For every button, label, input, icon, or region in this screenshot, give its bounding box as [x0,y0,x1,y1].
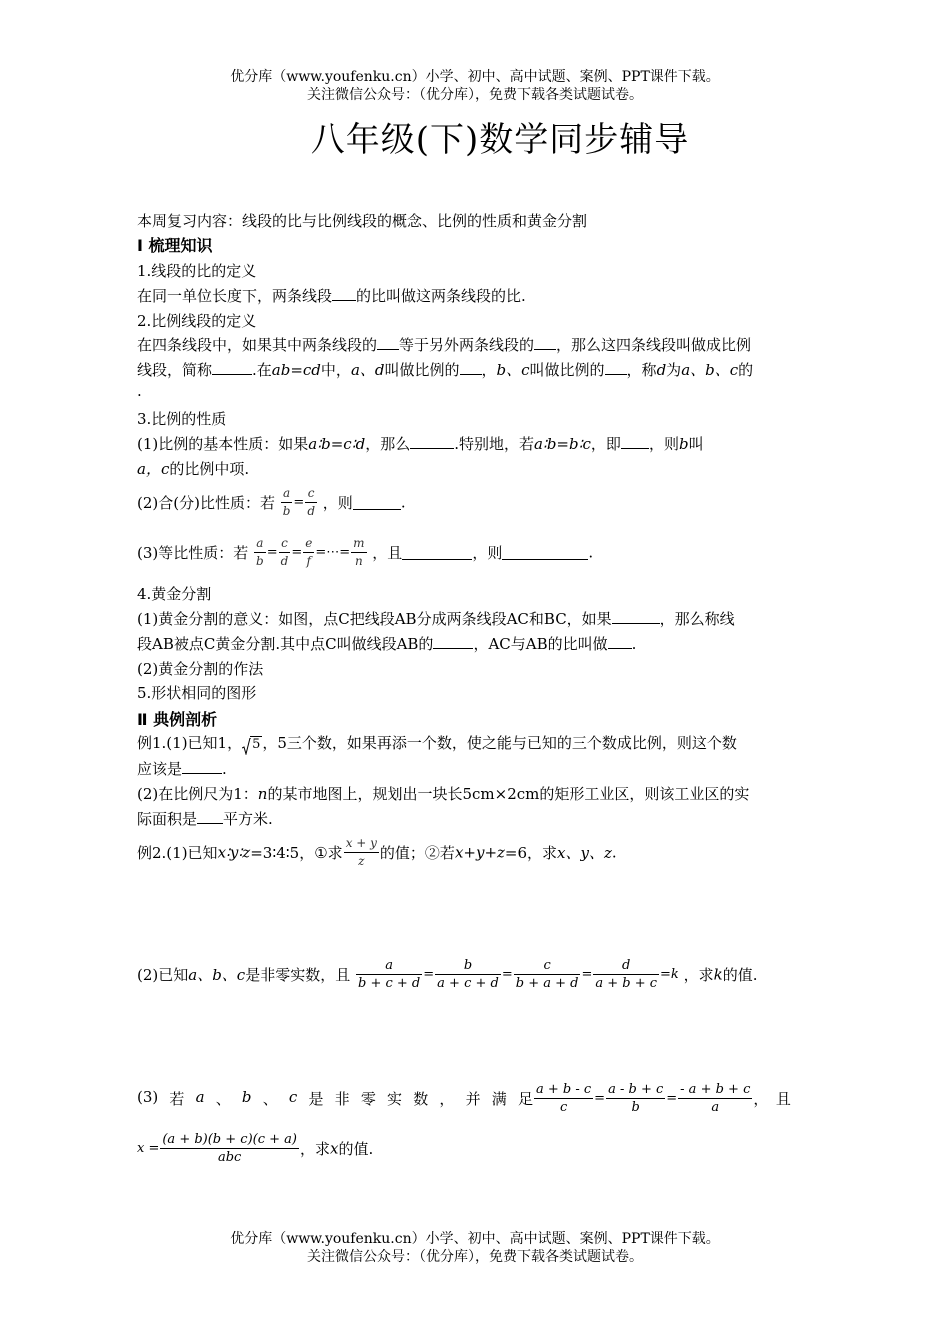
blank [433,634,473,649]
fraction-a-over-bcd: $\frac{a}{b + c + d}$ [358,958,421,991]
blank [182,759,222,774]
item-3-property-1-cont: a，c的比例中项. [137,460,250,478]
item-2-title: 2.比例线段的定义 [137,312,257,330]
spread-word: a [195,1088,205,1106]
footer-line-1: 优分库（www.youfenku.cn）小学、初中、高中试题、案例、PPT课件下载。 [230,1231,720,1247]
fraction-c-d: $\frac{c}{d}$ [307,486,316,518]
fraction-xy-over-z: $\frac{x + y}{z}$ [345,836,377,868]
spread-word: 满 [491,1090,507,1108]
spread-word: 非 [334,1090,350,1108]
example-1-line-1: 例1.(1)已知1， 5 ，5三个数，如果再添一个数，使之能与已知的三个数成比例，则这个数 [137,732,737,753]
spread-word: 足 [517,1090,533,1108]
spread-word: b [241,1088,252,1106]
header-line-1: 优分库（www.youfenku.cn）小学、初中、高中试题、案例、PPT课件下载。 [230,69,720,85]
spread-word: 数 [413,1090,429,1108]
fraction-a-b: $\frac{a}{b}$ [282,486,291,518]
item-4-line-1: (1)黄金分割的意义：如图，点C把线段AB分成两条线段AC和BC，如果 ，那么称线 [137,610,735,628]
blank [410,434,454,449]
item-4-line-2: 段AB被点C黄金分割.其中点C叫做线段AB的 ，AC与AB的比叫做 . [137,635,637,653]
fraction-product-over-abc: $\frac{(a + b)(b + c)(c + a)}{\text{abc}}$ [162,1132,297,1165]
example-1-line-3: (2)在比例尺为1：n的某市地图上，规划出一块长5cm×2cm的矩形工业区，则该工业区的实 [137,785,750,803]
blank [621,434,649,449]
blank [605,360,627,375]
example-1-line-2: 应该是 . [137,760,227,778]
item-4-title: 4.黄金分割 [137,585,212,603]
intro-text: 本周复习内容：线段的比与比例线段的概念、比例的性质和黄金分割 [137,212,588,230]
sqrt-5: 5 [242,737,262,752]
spread-word: 实 [387,1090,403,1108]
spread-word: 零 [360,1090,376,1108]
item-2-line-3: . [137,382,142,400]
spread-word: c [288,1088,298,1106]
fraction-d-over-abc: $\frac{d}{a + b + c}$ [595,958,658,991]
item-2-line-2: 线段，简称 .在ab=cd中，a、d叫做比例的 ，b、c叫做比例的 ，称d为a、b、c的 [137,361,754,379]
fraction-n1-over-c: $\frac{a + b - c}{c}$ [536,1082,592,1115]
blank [402,545,472,560]
spread-word: 并 [465,1090,481,1108]
page-title: 八年级(下)数学同步辅导 [310,120,690,160]
blank [608,634,632,649]
item-3-title: 3.比例的性质 [137,410,227,428]
blank [353,495,401,510]
blank [332,286,356,301]
sqrt-symbol-icon [242,738,251,755]
example-2-part-3-line-2: x = $\frac{(a + b)(b + c)(c + a)}{\text{abc}}$ ，求x的值. [137,1132,374,1165]
item-1-title: 1.线段的比的定义 [137,262,257,280]
blank [197,809,223,824]
section-heading-2: Ⅱ 典例剖析 [137,710,218,729]
fraction-c-over-bad: $\frac{c}{b + a + d}$ [515,958,579,991]
blank [212,360,252,375]
fraction-e-f: $\frac{e}{f}$ [305,536,313,568]
blank [460,360,482,375]
blank [612,609,660,624]
fraction-b-over-acd: $\frac{b}{a + c + d}$ [437,958,499,991]
item-3-property-1: (1)比例的基本性质：如果a∶b=c∶d，那么 .特别地，若a∶b=b∶c，即 ，则b叫 [137,435,704,453]
spread-word: 、 [215,1090,231,1108]
fraction-c-d: $\frac{c}{d}$ [280,536,289,568]
blank [377,335,399,350]
spread-word: 是 [308,1090,324,1108]
item-3-property-3: (3)等比性质：若 $\frac{a}{b}$ = $\frac{c}{d}$ = $\frac{e}{f}$ =⋯= $\frac{m}{n}$ ，且 ，则 . [137,536,594,568]
item-1-body: 在同一单位长度下，两条线段 的比叫做这两条线段的比. [137,287,526,305]
item-2-line-1: 在四条线段中，如果其中两条线段的 等于另外两条线段的 ，那么这四条线段叫做成比例 [137,336,752,354]
spread-word: 、 [262,1090,278,1108]
item-5-title: 5.形状相同的图形 [137,684,257,702]
fraction-a-b: $\frac{a}{b}$ [256,536,264,568]
spread-word: 若 [169,1090,185,1108]
item-3-property-2: (2)合(分)比性质：若 $\frac{a}{b}$ = $\frac{c}{d}$ ，则 . [137,486,406,518]
example-2-part-2: (2)已知a、b、c是非零实数，且 $\frac{a}{b + c + d}$ = $\frac{b}{a + c + d}$ = $\frac{c}{b + a + d}$ = $\frac{d}{a + b + c}$ =k ，求k的值. [137,958,758,991]
fraction-n2-over-b: $\frac{a - b + c}{b}$ [608,1082,664,1115]
example-2-part-1: 例2.(1)已知x∶y∶z=3∶4∶5，①求 $\frac{x + y}{z}$ 的值；②若x+y+z=6，求x、y、z. [137,836,617,868]
fraction-m-n: $\frac{m}{n}$ [353,536,365,568]
blank [534,335,556,350]
fraction-n3-over-a: $\frac{- a + b + c}{a}$ [680,1082,751,1115]
example-2-part-3-line-1: (3) 若 a 、 b 、 c 是 非 零 实 数 ， 并 满 足 $\frac{a + b - c}{c}$ = $\frac{a - b + c}{b}$ = $\frac{- a + b + c}{a}$ ， 且 [137,1082,791,1115]
item-4-line-3: (2)黄金分割的作法 [137,660,264,678]
section-heading-1: Ⅰ 梳理知识 [137,236,213,255]
header-line-2: 关注微信公众号：（优分库），免费下载各类试题试卷。 [307,87,643,103]
spread-word: (3) [137,1088,159,1106]
blank [502,545,588,560]
footer-line-2: 关注微信公众号：（优分库），免费下载各类试题试卷。 [307,1249,643,1265]
example-1-line-4: 际面积是 平方米. [137,810,273,828]
spread-word: ， [439,1090,455,1108]
